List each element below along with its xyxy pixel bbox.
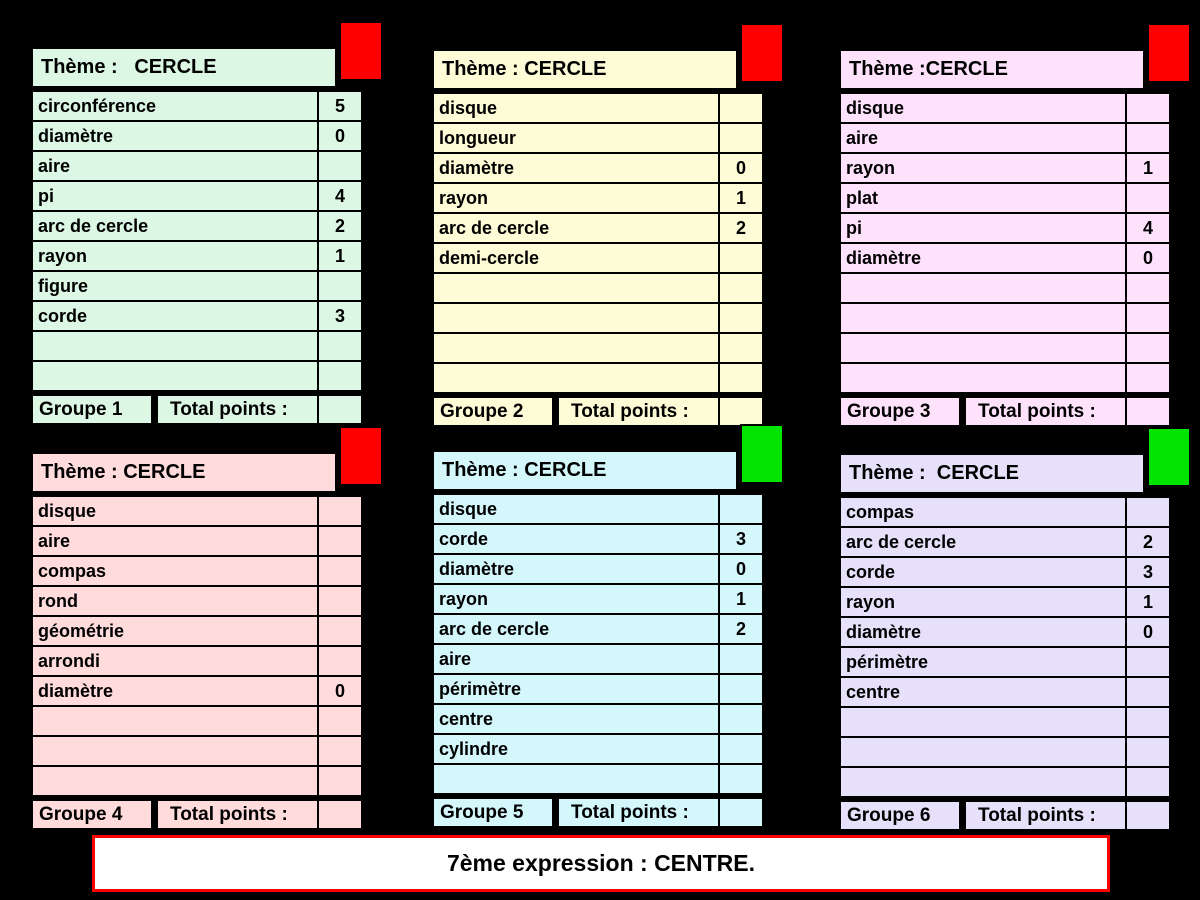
red-tab-marker [339, 426, 383, 486]
word-cell [841, 274, 1125, 302]
word-cell: arc de cercle [439, 618, 550, 639]
word-cell: arc de cercle [439, 217, 550, 238]
points-cell [1125, 364, 1169, 392]
points-cell [317, 587, 361, 615]
card-title: Thème : CERCLE [432, 49, 738, 90]
word-rows [839, 496, 1171, 798]
card-footer [839, 800, 1171, 831]
group-label: Groupe 6 [839, 800, 961, 831]
announcement-banner [92, 835, 1110, 892]
word-cell: corde [846, 561, 896, 582]
word-row [432, 154, 764, 184]
word-row [839, 94, 1171, 124]
card-groupe-5 [432, 450, 764, 828]
word-cell: centre [439, 708, 494, 729]
word-row [839, 768, 1171, 798]
word-cell [434, 765, 718, 793]
total-points-value [1125, 800, 1171, 831]
points-cell [718, 765, 762, 793]
word-cell [33, 362, 317, 390]
word-row [839, 528, 1171, 558]
word-cell: géométrie [38, 620, 125, 641]
points-cell [317, 362, 361, 390]
word-row [839, 184, 1171, 214]
word-cell: rayon [846, 157, 896, 178]
word-cell [434, 304, 718, 332]
word-row [432, 94, 764, 124]
points-cell: 2 [718, 615, 762, 643]
word-cell: diamètre [846, 247, 922, 268]
points-cell [718, 304, 762, 332]
word-row [839, 648, 1171, 678]
points-cell [317, 737, 361, 765]
points-cell: 2 [317, 212, 361, 240]
word-row [432, 274, 764, 304]
word-row [432, 765, 764, 795]
word-cell: arrondi [38, 650, 101, 671]
word-cell [841, 364, 1125, 392]
word-cell: aire [38, 530, 71, 551]
word-row [31, 272, 363, 302]
word-row [839, 558, 1171, 588]
word-cell: aire [439, 648, 472, 669]
card-title: Thème : CERCLE [432, 450, 738, 491]
word-row [31, 122, 363, 152]
word-cell: rayon [846, 591, 896, 612]
points-cell [1125, 768, 1169, 796]
word-row [31, 737, 363, 767]
card-footer [432, 396, 764, 427]
word-cell: diamètre [38, 125, 114, 146]
word-row [31, 557, 363, 587]
word-row [839, 334, 1171, 364]
word-row [839, 588, 1171, 618]
total-points-value [317, 799, 363, 830]
word-cell: rond [38, 590, 78, 611]
points-cell: 0 [317, 122, 361, 150]
word-cell: disque [38, 500, 97, 521]
points-cell [1125, 94, 1169, 122]
word-row [432, 364, 764, 394]
points-cell [1125, 498, 1169, 526]
points-cell [317, 767, 361, 795]
word-rows [839, 92, 1171, 394]
points-cell [718, 94, 762, 122]
word-cell [434, 274, 718, 302]
points-cell [1125, 738, 1169, 766]
word-cell: rayon [439, 187, 489, 208]
word-row [839, 364, 1171, 394]
points-cell [1125, 184, 1169, 212]
card-title: Thème : CERCLE [31, 452, 337, 493]
points-cell [718, 705, 762, 733]
word-row [31, 362, 363, 392]
word-row [31, 647, 363, 677]
word-row [839, 214, 1171, 244]
word-rows [31, 90, 363, 392]
points-cell: 2 [718, 214, 762, 242]
points-cell [1125, 648, 1169, 676]
word-row [839, 304, 1171, 334]
word-row [31, 332, 363, 362]
points-cell [718, 364, 762, 392]
word-row [31, 587, 363, 617]
word-row [432, 244, 764, 274]
word-cell [434, 364, 718, 392]
word-cell: aire [38, 155, 71, 176]
points-cell: 3 [317, 302, 361, 330]
word-cell: figure [38, 275, 89, 296]
card-groupe-1 [31, 47, 363, 425]
points-cell [317, 527, 361, 555]
word-cell: circonférence [38, 95, 157, 116]
word-rows [432, 92, 764, 394]
word-row [839, 738, 1171, 768]
points-cell: 0 [1125, 618, 1169, 646]
points-cell [317, 152, 361, 180]
word-row [839, 498, 1171, 528]
word-row [31, 707, 363, 737]
total-points-label: Total points : [964, 396, 1127, 427]
points-cell: 2 [1125, 528, 1169, 556]
points-cell: 1 [1125, 588, 1169, 616]
word-cell: diamètre [439, 558, 515, 579]
points-cell [718, 495, 762, 523]
word-cell [33, 332, 317, 360]
word-cell [841, 738, 1125, 766]
points-cell [317, 272, 361, 300]
points-cell: 1 [1125, 154, 1169, 182]
word-cell: corde [38, 305, 88, 326]
word-cell [841, 304, 1125, 332]
points-cell [718, 645, 762, 673]
total-points-label: Total points : [156, 799, 319, 830]
word-cell: diamètre [846, 621, 922, 642]
total-points-label: Total points : [156, 394, 319, 425]
word-row [432, 675, 764, 705]
word-row [31, 617, 363, 647]
word-cell: diamètre [439, 157, 515, 178]
points-cell [718, 735, 762, 763]
word-row [31, 92, 363, 122]
word-row [31, 212, 363, 242]
word-cell: arc de cercle [38, 215, 149, 236]
card-title: Thème : CERCLE [839, 453, 1145, 494]
word-cell [841, 768, 1125, 796]
word-row [432, 645, 764, 675]
word-cell: centre [846, 681, 901, 702]
word-row [432, 334, 764, 364]
card-title: Thème :CERCLE [839, 49, 1145, 90]
total-points-value [718, 396, 764, 427]
word-cell: rayon [38, 245, 88, 266]
word-row [839, 618, 1171, 648]
points-cell [718, 334, 762, 362]
red-tab-marker [740, 23, 784, 83]
points-cell: 1 [718, 184, 762, 212]
total-points-value [718, 797, 764, 828]
word-row [31, 677, 363, 707]
word-cell: rayon [439, 588, 489, 609]
points-cell: 0 [718, 154, 762, 182]
word-row [31, 182, 363, 212]
word-rows [432, 493, 764, 795]
word-row [432, 495, 764, 525]
total-points-value [1125, 396, 1171, 427]
word-cell: longueur [439, 127, 516, 148]
word-cell: compas [846, 501, 915, 522]
points-cell: 1 [718, 585, 762, 613]
word-cell: compas [38, 560, 107, 581]
announcement-text: 7ème expression : CENTRE. [446, 850, 756, 876]
card-title: Thème : CERCLE [31, 47, 337, 88]
points-cell: 4 [1125, 214, 1169, 242]
card-groupe-3 [839, 49, 1171, 427]
word-row [839, 274, 1171, 304]
word-cell: pi [38, 185, 54, 206]
points-cell: 1 [317, 242, 361, 270]
word-rows [31, 495, 363, 797]
card-groupe-4 [31, 452, 363, 830]
word-cell: disque [439, 97, 498, 118]
points-cell [1125, 124, 1169, 152]
word-row [31, 302, 363, 332]
word-row [31, 242, 363, 272]
group-label: Groupe 4 [31, 799, 153, 830]
word-row [432, 705, 764, 735]
points-cell [1125, 274, 1169, 302]
word-row [432, 585, 764, 615]
points-cell [718, 124, 762, 152]
points-cell [317, 557, 361, 585]
word-cell: pi [846, 217, 862, 238]
points-cell: 3 [1125, 558, 1169, 586]
word-cell [841, 708, 1125, 736]
points-cell [1125, 304, 1169, 332]
word-cell [33, 737, 317, 765]
card-footer [839, 396, 1171, 427]
word-row [839, 244, 1171, 274]
points-cell: 0 [317, 677, 361, 705]
word-cell: demi-cercle [439, 247, 540, 268]
total-points-label: Total points : [557, 797, 720, 828]
points-cell [317, 497, 361, 525]
word-row [31, 767, 363, 797]
card-groupe-2 [432, 49, 764, 427]
word-cell: périmètre [846, 651, 929, 672]
word-cell: arc de cercle [846, 531, 957, 552]
word-row [839, 708, 1171, 738]
total-points-label: Total points : [557, 396, 720, 427]
group-label: Groupe 5 [432, 797, 554, 828]
word-cell: disque [439, 498, 498, 519]
word-row [432, 555, 764, 585]
word-cell: aire [846, 127, 879, 148]
word-cell [33, 707, 317, 735]
points-cell [1125, 334, 1169, 362]
green-tab-marker [740, 424, 784, 484]
card-footer [31, 799, 363, 830]
group-label: Groupe 2 [432, 396, 554, 427]
word-row [432, 525, 764, 555]
points-cell [317, 707, 361, 735]
word-cell: diamètre [38, 680, 114, 701]
card-footer [432, 797, 764, 828]
word-row [31, 152, 363, 182]
word-cell: cylindre [439, 738, 509, 759]
word-cell [33, 767, 317, 795]
points-cell [1125, 708, 1169, 736]
word-cell [841, 334, 1125, 362]
points-cell: 4 [317, 182, 361, 210]
card-footer [31, 394, 363, 425]
red-tab-marker [1147, 23, 1191, 83]
word-row [432, 124, 764, 154]
points-cell [718, 675, 762, 703]
word-cell: corde [439, 528, 489, 549]
green-tab-marker [1147, 427, 1191, 487]
word-row [839, 154, 1171, 184]
word-row [432, 214, 764, 244]
word-row [432, 735, 764, 765]
points-cell [317, 617, 361, 645]
points-cell [718, 244, 762, 272]
word-cell: plat [846, 187, 879, 208]
word-row [432, 184, 764, 214]
points-cell: 5 [317, 92, 361, 120]
points-cell [317, 332, 361, 360]
word-cell [434, 334, 718, 362]
total-points-value [317, 394, 363, 425]
points-cell [1125, 678, 1169, 706]
points-cell: 0 [718, 555, 762, 583]
group-label: Groupe 3 [839, 396, 961, 427]
points-cell [718, 274, 762, 302]
word-row [31, 497, 363, 527]
word-row [839, 124, 1171, 154]
word-row [31, 527, 363, 557]
points-cell: 0 [1125, 244, 1169, 272]
points-cell [317, 647, 361, 675]
word-row [839, 678, 1171, 708]
word-cell: disque [846, 97, 905, 118]
points-cell: 3 [718, 525, 762, 553]
total-points-label: Total points : [964, 800, 1127, 831]
word-row [432, 304, 764, 334]
group-label: Groupe 1 [31, 394, 153, 425]
word-row [432, 615, 764, 645]
card-groupe-6 [839, 453, 1171, 831]
word-cell: périmètre [439, 678, 522, 699]
red-tab-marker [339, 21, 383, 81]
